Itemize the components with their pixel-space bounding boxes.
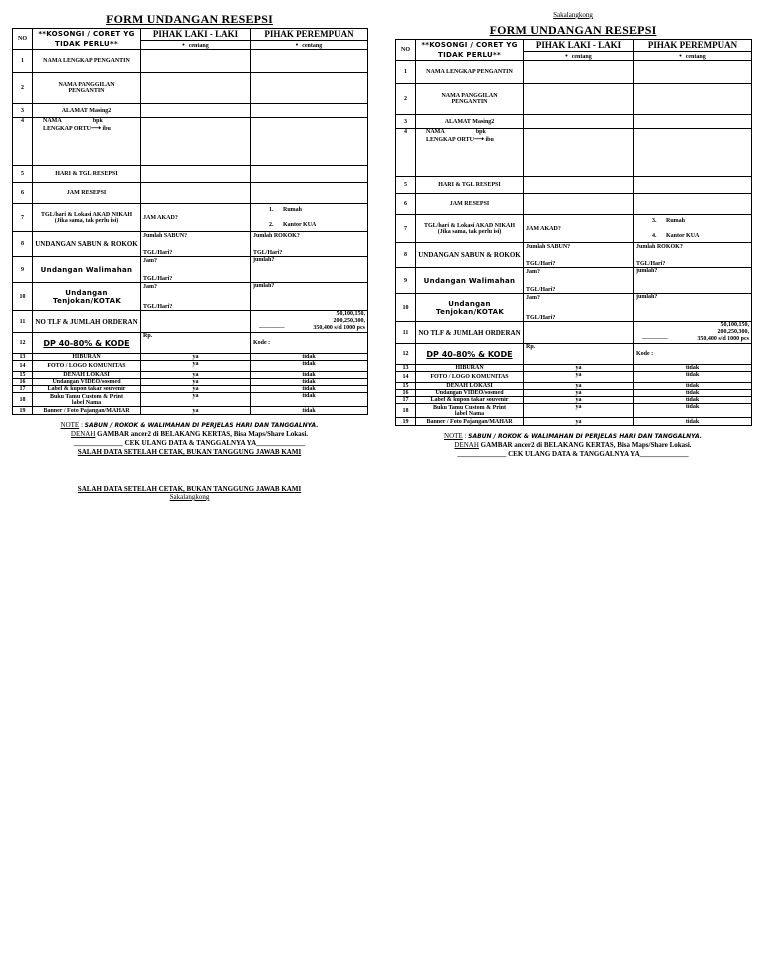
- row-label: HIBURAN: [33, 354, 141, 361]
- row-no: 15: [396, 383, 416, 390]
- input-cell[interactable]: [141, 73, 251, 104]
- qty-cell[interactable]: 50,100,150, 200,250,300, ────── 350,400 s/d 1000 pcs: [634, 322, 752, 344]
- option-tidak[interactable]: tidak: [634, 383, 752, 390]
- kotak-jumlah-cell[interactable]: jumlah?: [251, 283, 368, 311]
- option-ya[interactable]: ya: [141, 407, 251, 415]
- option-ya[interactable]: ya: [141, 361, 251, 372]
- row-label: JAM RESEPSI: [33, 183, 141, 204]
- row-label: HIBURAN: [416, 365, 524, 372]
- row-label: NAMA bpk LENGKAP ORTU⟶ ibu: [416, 129, 524, 177]
- option-tidak[interactable]: tidak: [251, 393, 368, 407]
- row-label: NO TLF & JUMLAH ORDERAN: [33, 311, 141, 333]
- brand-top: Sakalangkong: [553, 11, 593, 19]
- akad-location-cell[interactable]: 3. Rumah 4. Kantor KUA: [634, 215, 752, 243]
- header-laki: PIHAK LAKI - LAKI: [141, 29, 251, 41]
- input-cell[interactable]: [634, 61, 752, 84]
- row-label: NAMA LENGKAP PENGANTIN: [33, 50, 141, 73]
- row-no: 8: [13, 232, 33, 257]
- row-label: ALAMAT Masing2: [33, 104, 141, 118]
- option-ya[interactable]: ya: [141, 379, 251, 386]
- row-no: 6: [396, 194, 416, 215]
- row-label: NAMA PANGGILAN PENGANTIN: [33, 73, 141, 104]
- option-tidak[interactable]: tidak: [251, 379, 368, 386]
- row-label: Label & kupon takar souvenir: [416, 397, 524, 404]
- row-label: UNDANGAN SABUN & ROKOK: [33, 232, 141, 257]
- input-cell[interactable]: [634, 84, 752, 115]
- form-title: FORM UNDANGAN RESEPSI: [489, 23, 657, 37]
- row-label: NO TLF & JUMLAH ORDERAN: [416, 322, 524, 344]
- kotak-cell[interactable]: Jam? TGL/Hari?: [524, 294, 634, 322]
- option-ya[interactable]: ya: [141, 393, 251, 407]
- row-label: Label & kupon takar souvenir: [33, 386, 141, 393]
- row-no: 19: [13, 407, 33, 415]
- header-no: NO: [396, 40, 416, 61]
- option-tidak[interactable]: tidak: [634, 418, 752, 426]
- option-tidak[interactable]: tidak: [634, 365, 752, 372]
- row-no: 16: [13, 379, 33, 386]
- row-no: 18: [396, 404, 416, 418]
- row-label: UNDANGAN SABUN & ROKOK: [416, 243, 524, 268]
- option-tidak[interactable]: tidak: [251, 354, 368, 361]
- row-no: 5: [396, 177, 416, 194]
- option-ya[interactable]: ya: [524, 418, 634, 426]
- walimahan-jumlah-cell[interactable]: jumlah?: [634, 268, 752, 294]
- input-cell[interactable]: [524, 322, 634, 344]
- dp-cell[interactable]: Rp.: [524, 344, 634, 365]
- row-no: 7: [13, 204, 33, 232]
- row-no: 16: [396, 390, 416, 397]
- row-no: 12: [396, 344, 416, 365]
- row-no: 3: [13, 104, 33, 118]
- row-no: 14: [13, 361, 33, 372]
- header-perempuan: PIHAK PEREMPUAN: [634, 40, 752, 52]
- row-no: 4: [13, 118, 33, 166]
- input-cell[interactable]: [251, 118, 368, 166]
- kotak-jumlah-cell[interactable]: jumlah?: [634, 294, 752, 322]
- row-label: JAM RESEPSI: [416, 194, 524, 215]
- input-cell[interactable]: [141, 104, 251, 118]
- option-ya[interactable]: ya: [141, 386, 251, 393]
- header-laki: PIHAK LAKI - LAKI: [524, 40, 634, 52]
- arrow-icon: ⟶: [473, 135, 485, 143]
- input-cell[interactable]: [251, 73, 368, 104]
- row-label: FOTO / LOGO KOMUNITAS: [416, 372, 524, 383]
- walimahan-cell[interactable]: Jam? TGL/Hari?: [141, 257, 251, 283]
- header-no: NO: [13, 29, 33, 50]
- option-tidak[interactable]: tidak: [634, 390, 752, 397]
- row-label: Undangan Walimahan: [33, 257, 141, 283]
- kode-cell[interactable]: Kode :: [634, 344, 752, 365]
- input-cell[interactable]: [251, 50, 368, 73]
- row-no: 17: [396, 397, 416, 404]
- input-cell[interactable]: [524, 194, 634, 215]
- option-tidak[interactable]: tidak: [251, 386, 368, 393]
- row-label: TGL/hari & Lokasi AKAD NIKAH (Jika sama, tak perlu isi): [416, 215, 524, 243]
- row-no: 15: [13, 372, 33, 379]
- input-cell[interactable]: [524, 129, 634, 177]
- input-cell[interactable]: [634, 194, 752, 215]
- row-no: 5: [13, 166, 33, 183]
- option-ya[interactable]: ya: [524, 404, 634, 418]
- form-left: [12, 10, 367, 501]
- row-no: 9: [13, 257, 33, 283]
- arrow-icon: ⟶: [90, 124, 102, 132]
- jam-akad-cell[interactable]: JAM AKAD?: [524, 215, 634, 243]
- option-tidak[interactable]: tidak: [251, 407, 368, 415]
- row-no: 8: [396, 243, 416, 268]
- row-no: 17: [13, 386, 33, 393]
- notes: NOTE : SABUN / ROKOK & WALIMAHAN DI PERJELAS HARI DAN TANGGALNYA. DENAH GAMBAR ancer2 di BELAKANG KERTAS, Bisa Maps/Share Lokasi. ______________ CEK ULANG DATA & TANGGALNYA YA______________ SALAH DATA SETELAH CETAK, BUKAN TANGGUNG JAWAB KAMI: [60, 421, 319, 456]
- form-right: [395, 10, 751, 459]
- option-ya[interactable]: ya: [524, 372, 634, 383]
- option-ya[interactable]: ya: [141, 354, 251, 361]
- input-cell[interactable]: [141, 183, 251, 204]
- input-cell[interactable]: [141, 50, 251, 73]
- row-label: NAMA PANGGILAN PENGANTIN: [416, 84, 524, 115]
- row-label: DP 40-80% & KODE: [416, 344, 524, 365]
- rokok-cell[interactable]: Jumlah ROKOK? TGL/Hari?: [634, 243, 752, 268]
- centang-perempuan[interactable]: • centang: [251, 40, 368, 49]
- header-perempuan: PIHAK PEREMPUAN: [251, 29, 368, 41]
- centang-laki[interactable]: • centang: [524, 51, 634, 60]
- row-no: 9: [396, 268, 416, 294]
- option-ya[interactable]: ya: [524, 397, 634, 404]
- row-label: Buku Tamu Custom & Print label Nama: [416, 404, 524, 418]
- row-label: Banner / Foto Pajangan/MAHAR: [416, 418, 524, 426]
- row-no: 13: [13, 354, 33, 361]
- header-kosong: **KOSONGI / CORET YG TIDAK PERLU**: [416, 40, 524, 61]
- row-label: Banner / Foto Pajangan/MAHAR: [33, 407, 141, 415]
- row-no: 13: [396, 365, 416, 372]
- row-no: 10: [396, 294, 416, 322]
- row-label: Buku Tamu Custom & Print label Nama: [33, 393, 141, 407]
- row-no: 1: [13, 50, 33, 73]
- row-label: Undangan Tenjokan/KOTAK: [416, 294, 524, 322]
- input-cell[interactable]: [251, 104, 368, 118]
- row-no: 19: [396, 418, 416, 426]
- row-label: HARI & TGL RESEPSI: [33, 166, 141, 183]
- input-cell[interactable]: [524, 177, 634, 194]
- row-no: 14: [396, 372, 416, 383]
- dp-cell[interactable]: Rp.: [141, 333, 251, 354]
- row-label: DP 40-80% & KODE: [33, 333, 141, 354]
- row-label: FOTO / LOGO KOMUNITAS: [33, 361, 141, 372]
- brand-bottom: Sakalangkong: [169, 493, 210, 501]
- disclaimer: SALAH DATA SETELAH CETAK, BUKAN TANGGUNG JAWAB KAMI: [77, 485, 302, 493]
- sabun-cell[interactable]: Jumlah SABUN? TGL/Hari?: [141, 232, 251, 257]
- row-label: Undangan VIDEO/sosmed: [416, 390, 524, 397]
- row-label: Undangan Tenjokan/KOTAK: [33, 283, 141, 311]
- input-cell[interactable]: [634, 177, 752, 194]
- row-no: 10: [13, 283, 33, 311]
- row-label: Undangan Walimahan: [416, 268, 524, 294]
- row-label: TGL/hari & Lokasi AKAD NIKAH (Jika sama, tak perlu isi): [33, 204, 141, 232]
- row-no: 11: [13, 311, 33, 333]
- input-cell[interactable]: [634, 129, 752, 177]
- option-tidak[interactable]: tidak: [634, 397, 752, 404]
- input-cell[interactable]: [524, 61, 634, 84]
- input-cell[interactable]: [141, 166, 251, 183]
- row-no: 11: [396, 322, 416, 344]
- row-no: 1: [396, 61, 416, 84]
- option-tidak[interactable]: tidak: [634, 404, 752, 418]
- option-ya[interactable]: ya: [141, 372, 251, 379]
- input-cell[interactable]: [634, 115, 752, 129]
- row-no: 2: [13, 73, 33, 104]
- row-label: HARI & TGL RESEPSI: [416, 177, 524, 194]
- form-table: [395, 39, 752, 426]
- option-tidak[interactable]: tidak: [251, 361, 368, 372]
- jam-akad-cell[interactable]: JAM AKAD?: [141, 204, 251, 232]
- row-label: NAMA bpk LENGKAP ORTU⟶ ibu: [33, 118, 141, 166]
- row-label: DENAH LOKASI: [416, 383, 524, 390]
- input-cell[interactable]: [524, 84, 634, 115]
- row-no: 3: [396, 115, 416, 129]
- walimahan-jumlah-cell[interactable]: jumlah?: [251, 257, 368, 283]
- header-kosong: **KOSONGI / CORET YG TIDAK PERLU**: [33, 29, 141, 50]
- centang-perempuan[interactable]: • centang: [634, 51, 752, 60]
- input-cell[interactable]: [251, 166, 368, 183]
- centang-laki[interactable]: • centang: [141, 40, 251, 49]
- input-cell[interactable]: [251, 183, 368, 204]
- row-no: 7: [396, 215, 416, 243]
- input-cell[interactable]: [141, 118, 251, 166]
- akad-location-cell[interactable]: 1. Rumah 2. Kantor KUA: [251, 204, 368, 232]
- input-cell[interactable]: [524, 115, 634, 129]
- kotak-cell[interactable]: Jam? TGL/Hari?: [141, 283, 251, 311]
- notes: NOTE : SABUN / ROKOK & WALIMAHAN DI PERJELAS HARI DAN TANGGALNYA. DENAH GAMBAR ancer2 di BELAKANG KERTAS, Bisa Maps/Share Lokasi. ______________ CEK ULANG DATA & TANGGALNYA YA______________: [444, 432, 702, 458]
- row-label: Undangan VIDEO/sosmed: [33, 379, 141, 386]
- row-no: 18: [13, 393, 33, 407]
- row-label: NAMA LENGKAP PENGANTIN: [416, 61, 524, 84]
- input-cell[interactable]: [141, 311, 251, 333]
- row-no: 4: [396, 129, 416, 177]
- row-no: 12: [13, 333, 33, 354]
- rokok-cell[interactable]: Jumlah ROKOK? TGL/Hari?: [251, 232, 368, 257]
- form-title: FORM UNDANGAN RESEPSI: [106, 12, 273, 26]
- kode-cell[interactable]: Kode :: [251, 333, 368, 354]
- qty-cell[interactable]: 50,100,150, 200,250,300, ────── 350,400 s/d 1000 pcs: [251, 311, 368, 333]
- form-table: [12, 28, 368, 415]
- option-tidak[interactable]: tidak: [634, 372, 752, 383]
- option-ya[interactable]: ya: [524, 365, 634, 372]
- option-ya[interactable]: ya: [524, 390, 634, 397]
- option-tidak[interactable]: tidak: [251, 372, 368, 379]
- option-ya[interactable]: ya: [524, 383, 634, 390]
- row-no: 2: [396, 84, 416, 115]
- sabun-cell[interactable]: Jumlah SABUN? TGL/Hari?: [524, 243, 634, 268]
- walimahan-cell[interactable]: Jam? TGL/Hari?: [524, 268, 634, 294]
- row-no: 6: [13, 183, 33, 204]
- row-label: ALAMAT Masing2: [416, 115, 524, 129]
- row-label: DENAH LOKASI: [33, 372, 141, 379]
